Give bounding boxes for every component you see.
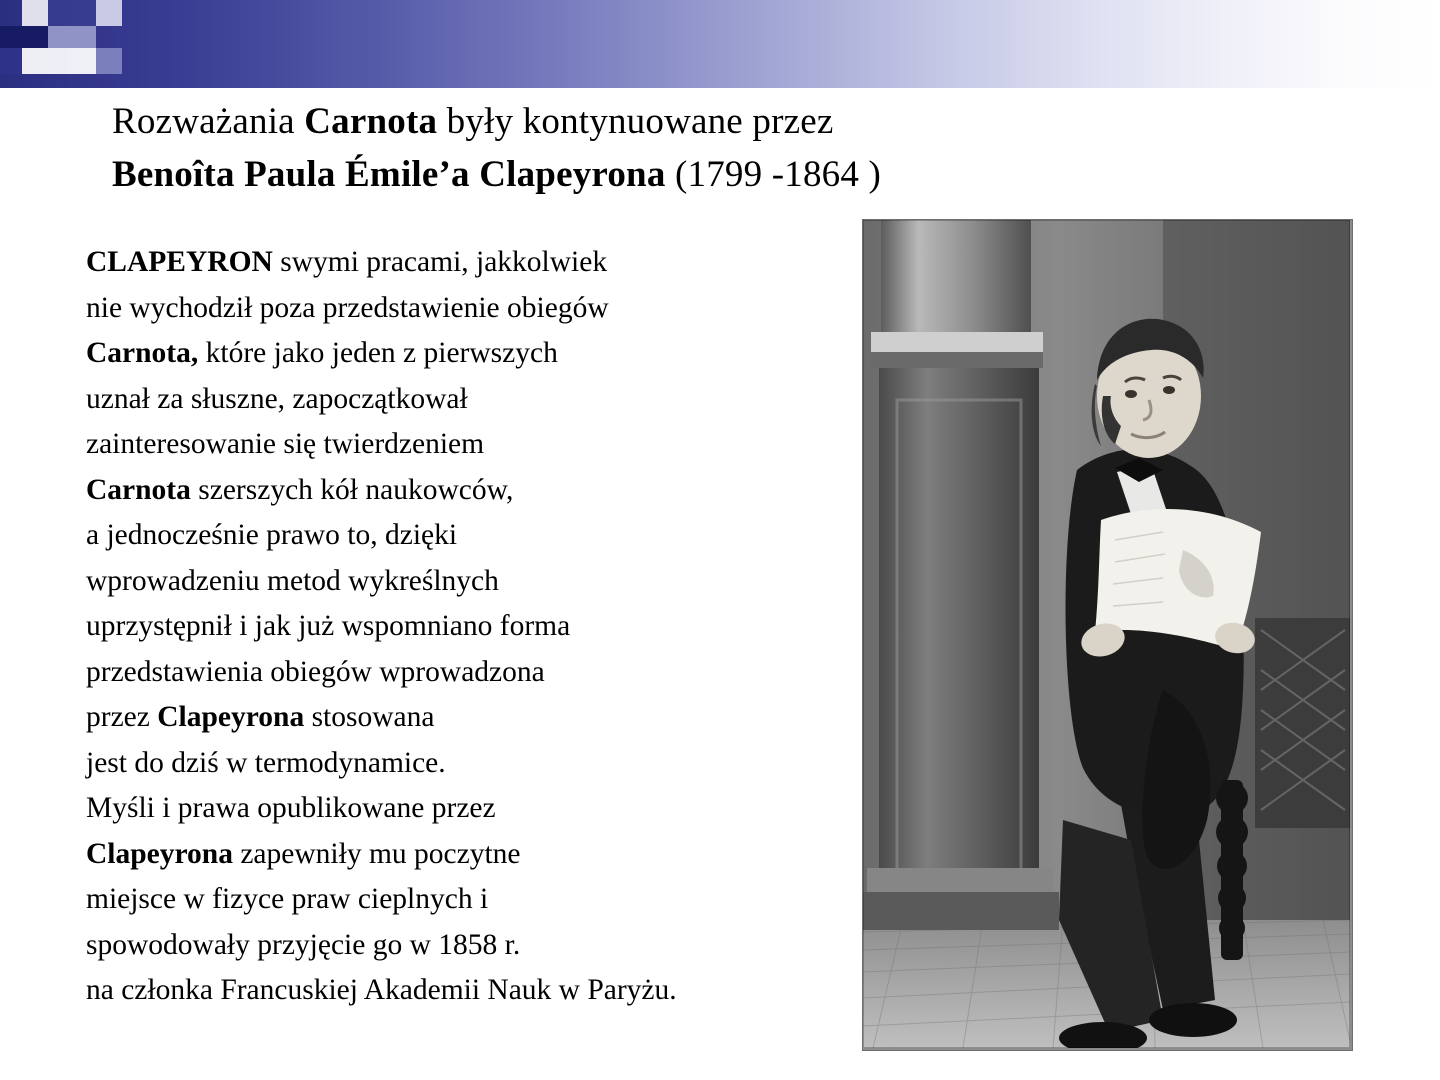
band-square-dark-1 bbox=[0, 26, 48, 48]
band-square-light-3 bbox=[22, 0, 48, 26]
decorative-header-band bbox=[0, 0, 1440, 88]
band-square-mid-2 bbox=[48, 26, 96, 48]
body-line-17: na członka Francuskiej Akademii Nauk w Paryżu. bbox=[86, 974, 677, 1006]
body-line-16: spowodowały przyjęcie go w 1858 r. bbox=[86, 928, 521, 961]
slide-body-text bbox=[86, 240, 846, 1014]
body-line-13: Myśli i prawa opublikowane przez bbox=[86, 792, 496, 824]
body-line-5: zainteresowanie się twierdzeniem bbox=[86, 428, 485, 460]
body-line-12: jest do dziś w termodynamice. bbox=[86, 746, 446, 779]
body-line-10: przedstawienia obiegów wprowadzona bbox=[86, 655, 545, 688]
body-line-15: miejsce w fizyce praw cieplnych i bbox=[86, 883, 489, 915]
body-line-8: wprowadzeniu metod wykreślnych bbox=[86, 564, 499, 597]
band-square-mid-3 bbox=[96, 48, 122, 74]
title-line-2: Benoîta Paula Émile’a Clapeyrona (1799 -1864 ) bbox=[112, 153, 882, 195]
body-line-2: nie wychodził poza przedstawienie obiegów bbox=[86, 291, 609, 324]
body-line-3: Carnota, które jako jeden z pierwszych bbox=[86, 337, 558, 369]
title-line-1: Rozważania Carnota były kontynuowane przez bbox=[112, 101, 834, 142]
body-line-14: Clapeyrona zapewniły mu poczytne bbox=[86, 837, 521, 870]
band-square-light-1 bbox=[96, 0, 122, 26]
body-line-1: CLAPEYRON swymi pracami, jakkolwiek bbox=[86, 246, 608, 278]
body-line-4: uznał za słuszne, zapoczątkował bbox=[86, 382, 468, 415]
body-line-6: Carnota szerszych kół naukowców, bbox=[86, 473, 514, 506]
band-square-light-2 bbox=[22, 48, 96, 74]
portrait-illustration bbox=[863, 220, 1350, 1048]
band-square-dark-2 bbox=[0, 48, 22, 74]
slide-title bbox=[112, 96, 1292, 201]
body-line-9: uprzystępnił i jak już wspomniano forma bbox=[86, 610, 571, 642]
portrait-image bbox=[862, 219, 1353, 1051]
body-line-7: a jednocześnie prawo to, dzięki bbox=[86, 519, 458, 551]
band-square-mid-1 bbox=[48, 0, 96, 26]
body-line-11: przez Clapeyrona stosowana bbox=[86, 701, 435, 733]
